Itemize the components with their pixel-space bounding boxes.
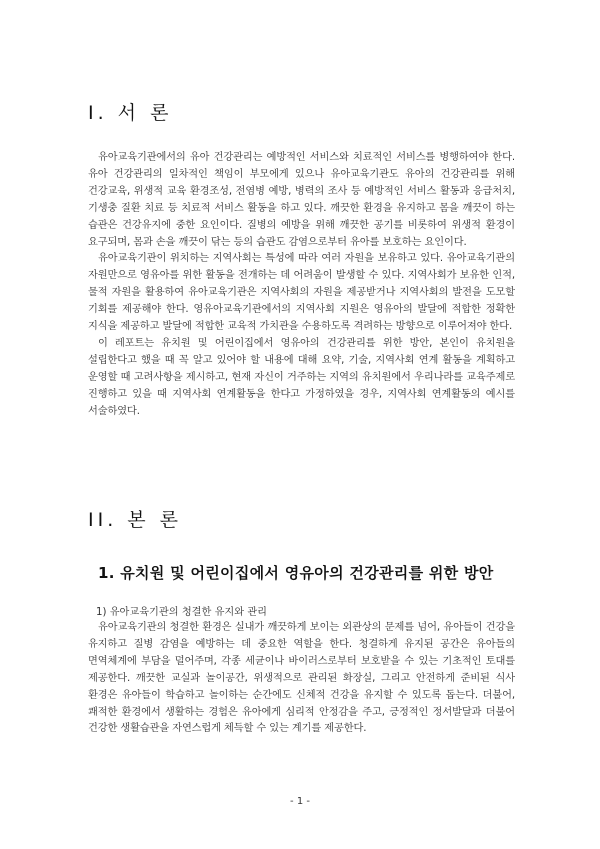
body-paragraph: 유아교육기관의 청결한 환경은 실내가 깨끗하게 보이는 외관상의 문제를 넘어, 유아들이 건강을 유지하고 질병 감염을 예방하는 데 중요한 역할을 한다. 청결하게 유지된 공간은 유아들의 면역체계에 부담을 덜어주며, 각종 세균이나 바이러스로부터 보호받을 수 있는 기초적인 토대를 제공한다. 깨끗한 교실과 놀이공간, 위생적으로 관리된 화장실, 그리고 안전하게 준비된 식사 환경은 유아들이 학습하고 놀이하는 순간에도 신체적 건강을 유지할 수 있도록 돕는다. 더불어, 쾌적한 환경에서 생활하는 경험은 유아에게 심리적 안정감을 주고, 긍정적인 정서발달과 더불어 건강한 생활습관을 자연스럽게 체득할 수 있는 계기를 제공한다. (88, 622, 515, 735)
page-number: - 1 - (290, 796, 310, 807)
intro-paragraph-2: 유아교육기관이 위치하는 지역사회는 특성에 따라 여러 자원을 보유하고 있다. 유아교육기관의 자원만으로 영유아를 위한 활동을 전개하는 데 어려움이 발생할 수 있다. 지역사회가 보유한 인적, 물적 자원을 활용하여 유아교육기관은 지역사회의 자원을 제공받거나 지역사회의 발전을 도모할 기회를 제공해야 한다. 영유아교육기관에서의 지역사회 지원은 영유아의 발달에 적합한 정확한 지식을 제공하고 발달에 적합한 교육적 가치관을 수용하도록 격려하는 방향으로 이루어져야 한다. (88, 253, 515, 333)
intro-paragraph-3: 이 레포트는 유치원 및 어린이집에서 영유아의 건강관리를 위한 방안, 본인이 유치원을 설립한다고 했을 때 꼭 알고 있어야 할 내용에 대해 요약, 기술, 지역사회 연계 활동을 계획하고 운영할 때 고려사항을 제시하고, 현재 자신이 거주하는 지역의 유치원에서 우리나라를 교육주제로 진행하고 있을 때 지역사회 연계활동을 한다고 가정하였을 경우, 지역사회 연계활동의 예시를 서술하였다. (88, 337, 515, 417)
intro-paragraph-1: 유아교육기관에서의 유아 건강관리는 예방적인 서비스와 치료적인 서비스를 병행하여야 한다. 유아 건강관리의 일차적인 책임이 부모에게 있으나 유아교육기관도 유아의 건강관리를 위해 건강교육, 위생적 교육 환경조성, 전염병 예방, 병력의 조사 등 예방적인 서비스 활동과 응급처치, 기생충 질환 치료 등 치료적 서비스 활동을 하고 있다. 깨끗한 환경을 유지하고 몸을 깨끗이 하는 습관은 건강유지에 중한 요인이다. 질병의 예방을 위해 깨끗한 공기를 비롯하여 위생적 환경이 요구되며, 몸과 손을 깨끗이 닦는 등의 습관도 감염으로부터 유아를 보호하는 요인이다. (88, 152, 515, 248)
subsection-heading: 1. 유치원 및 어린이집에서 영유아의 건강관리를 위한 방안 (98, 564, 494, 582)
section-heading-introduction: I. 서 론 (88, 102, 173, 124)
section-heading-body: II. 본 론 (88, 509, 183, 531)
introduction-body (88, 150, 515, 421)
body-content (88, 620, 515, 738)
item-title: 1) 유아교육기관의 청결한 유지와 관리 (96, 607, 268, 618)
